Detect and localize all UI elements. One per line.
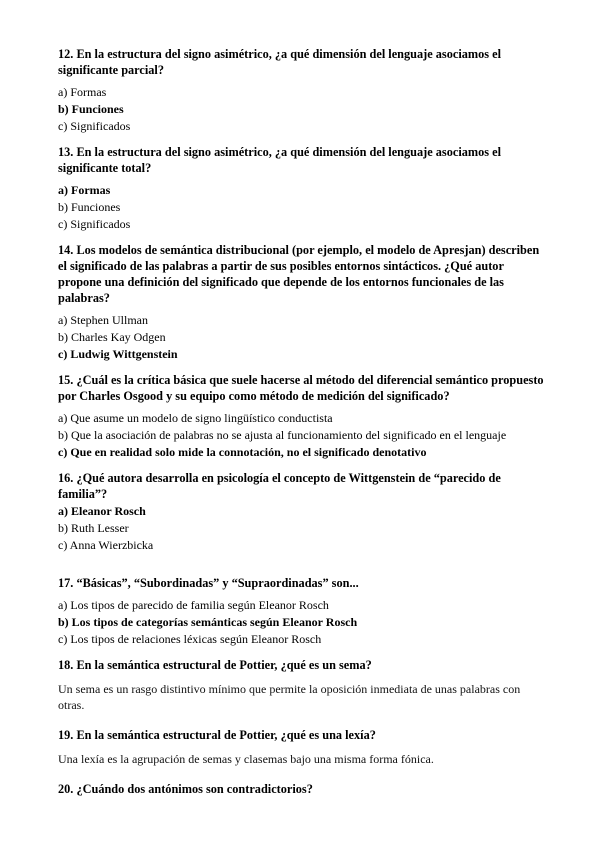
option-c-correct: c) Que en realidad solo mide la connotación, no el significado denotativo [58, 445, 427, 459]
question-13 [58, 144, 548, 232]
question-text: 15. ¿Cuál es la crítica básica que suele hacerse al método del diferencial semántico propuesto por Charles Osgood y su equipo como método de medición del significado? [58, 373, 544, 403]
option-b: b) Ruth Lesser [58, 521, 129, 535]
question-14 [58, 242, 548, 362]
document-page [58, 46, 548, 807]
option-b-correct: b) Funciones [58, 102, 124, 116]
option-a-correct: a) Formas [58, 183, 111, 197]
option-a-correct: a) Eleanor Rosch [58, 504, 146, 518]
question-text: 19. En la semántica estructural de Pottier, ¿qué es una lexía? [58, 728, 376, 742]
answer-text: Una lexía es la agrupación de semas y clasemas bajo una misma forma fónica. [58, 752, 434, 766]
option-b: b) Que la asociación de palabras no se ajusta al funcionamiento del significado en el lenguaje [58, 428, 507, 442]
option-b-correct: b) Los tipos de categorías semánticas según Eleanor Rosch [58, 615, 358, 629]
question-text: 20. ¿Cuándo dos antónimos son contradictorios? [58, 782, 313, 796]
question-text: 14. Los modelos de semántica distribucional (por ejemplo, el modelo de Apresjan) describen el significado de las palabras a partir de sus posibles entornos sintácticos. ¿Qué autor propone una definición del significado que depende de los entornos funcionales de las palabras? [58, 243, 540, 305]
option-c: c) Anna Wierzbicka [58, 538, 154, 552]
option-c: c) Significados [58, 217, 131, 231]
question-text: 18. En la semántica estructural de Pottier, ¿qué es un sema? [58, 658, 372, 672]
answer-text: Un sema es un rasgo distintivo mínimo que permite la oposición inmediata de unas palabras con otras. [58, 682, 521, 712]
option-a: a) Formas [58, 85, 107, 99]
option-c-correct: c) Ludwig Wittgenstein [58, 347, 178, 361]
question-18 [58, 657, 548, 713]
option-a: a) Stephen Ullman [58, 313, 148, 327]
option-c: c) Los tipos de relaciones léxicas según Eleanor Rosch [58, 632, 322, 646]
question-text: 16. ¿Qué autora desarrolla en psicología el concepto de Wittgenstein de “parecido de familia”? [58, 471, 501, 501]
question-19 [58, 727, 548, 767]
option-c: c) Significados [58, 119, 131, 133]
option-b: b) Charles Kay Odgen [58, 330, 166, 344]
option-a: a) Que asume un modelo de signo lingüístico conductista [58, 411, 333, 425]
question-text: 17. “Básicas”, “Subordinadas” y “Supraordinadas” son... [58, 576, 359, 590]
option-b: b) Funciones [58, 200, 121, 214]
question-16 [58, 470, 548, 553]
question-17 [58, 575, 548, 647]
option-a: a) Los tipos de parecido de familia según Eleanor Rosch [58, 598, 329, 612]
question-15 [58, 372, 548, 460]
question-12 [58, 46, 548, 134]
question-text: 12. En la estructura del signo asimétrico, ¿a qué dimensión del lenguaje asociamos el significante parcial? [58, 47, 502, 77]
question-20 [58, 781, 548, 797]
question-text: 13. En la estructura del signo asimétrico, ¿a qué dimensión del lenguaje asociamos el significante total? [58, 145, 502, 175]
